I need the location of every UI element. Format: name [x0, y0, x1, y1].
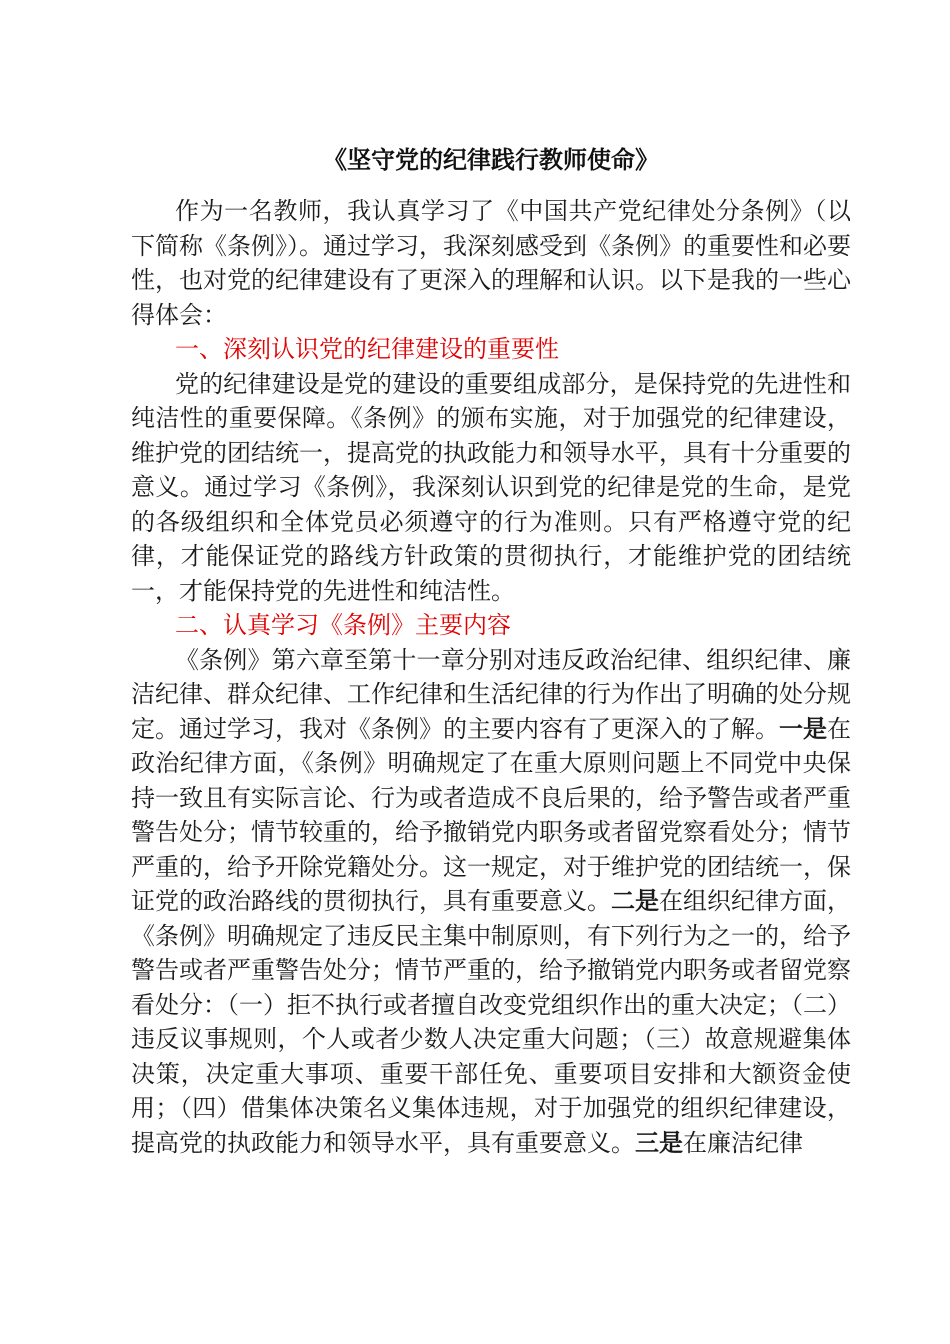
section-2-heading: 二、认真学习《条例》主要内容: [175, 611, 511, 639]
section-2-text-a: 《条例》第六章至第十一章分别对违反政治纪律、组织纪律、廉洁纪律、群众纪律、工作纪律和生活纪律的行为作出了明确的处分规定。通过学习，我对《条例》的主要内容有了更深入的了解。: [131, 645, 851, 743]
section-2-text-c: 在组织纪律方面，《条例》明确规定了违反民主集中制原则，有下列行为之一的，给予警告或者严重警告处分；情节严重的，给予撤销党内职务或者留党察看处分：（一）拒不执行或者擅自改变党组织作出的重大决定；（二）违反议事规则，个人或者少数人决定重大问题；（三）故意规避集体决策，决定重大事项、重要干部任免、重要项目安排和大额资金使用；（四）借集体决策名义集体违规，对于加强党的组织纪律建设，提高党的执政能力和领导水平，具有重要意义。: [131, 887, 851, 1157]
section-2-text-d: 在廉洁纪律: [683, 1128, 803, 1157]
section-1-body: 党的纪律建设是党的建设的重要组成部分，是保持党的先进性和纯洁性的重要保障。《条例》的颁布实施，对于加强党的纪律建设，维护党的团结统一，提高党的执政能力和领导水平，具有十分重要的意义。通过学习《条例》，我深刻认识到党的纪律是党的生命，是党的各级组织和全体党员必须遵守的行为准则。只有严格遵守党的纪律，才能保证党的路线方针政策的贯彻执行，才能维护党的团结统一，才能保持党的先进性和纯洁性。: [131, 369, 851, 605]
section-2-body: [131, 643, 851, 1161]
intro-paragraph: 作为一名教师，我认真学习了《中国共产党纪律处分条例》（以下简称《条例》）。通过学习，我深刻感受到《条例》的重要性和必要性，也对党的纪律建设有了更深入的理解和认识。以下是我的一些心得体会：: [131, 197, 851, 329]
section-1-heading: 一、深刻认识党的纪律建设的重要性: [175, 335, 559, 363]
point-one-label: 一是: [779, 714, 827, 743]
document-page: [131, 140, 851, 1160]
point-two-label: 二是: [611, 887, 659, 915]
point-three-label: 三是: [635, 1128, 683, 1157]
document-title: 《坚守党的纪律践行教师使命》: [323, 146, 659, 174]
section-2-text-b: 在政治纪律方面，《条例》明确规定了在重大原则问题上不同党中央保持一致且有实际言论、行为或者造成不良后果的，给予警告或者严重警告处分；情节较重的，给予撤销党内职务或者留党察看处分；情节严重的，给予开除党籍处分。这一规定，对于维护党的团结统一，保证党的政治路线的贯彻执行，具有重要意义。: [131, 714, 851, 915]
